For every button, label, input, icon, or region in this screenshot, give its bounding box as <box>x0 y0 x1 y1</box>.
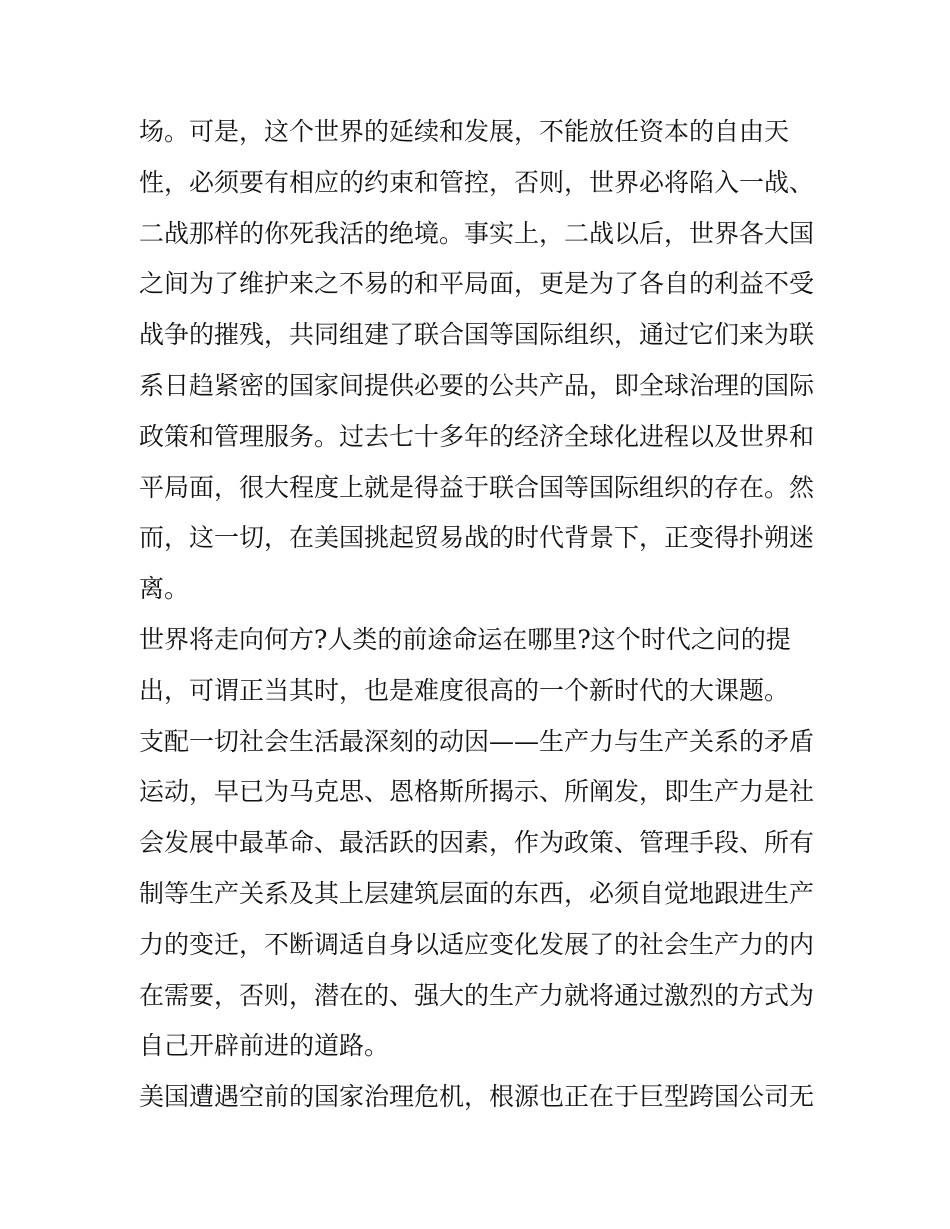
text-line: 政策和管理服务。过去七十多年的经济全球化进程以及世界和 <box>139 421 815 451</box>
text-line: 制等生产关系及其上层建筑层面的东西，必须自觉地跟进生产 <box>139 878 815 908</box>
text-line: 平局面，很大程度上就是得益于联合国等国际组织的存在。然 <box>139 472 815 502</box>
text-line: 运动，早已为马克思、恩格斯所揭示、所阐发，即生产力是社 <box>139 777 815 807</box>
text-line: 美国遭遇空前的国家治理危机，根源也正在于巨型跨国公司无 <box>139 1082 815 1112</box>
text-line: 性，必须要有相应的约束和管控，否则，世界必将陷入一战、 <box>139 167 815 197</box>
text-line: 力的变迁，不断调适自身以适应变化发展了的社会生产力的内 <box>139 929 815 959</box>
text-line: 之间为了维护来之不易的和平局面，更是为了各自的利益不受 <box>139 269 815 299</box>
body-text <box>139 107 819 1123</box>
text-line: 支配一切社会生活最深刻的动因——生产力与生产关系的矛盾 <box>139 726 815 756</box>
text-line: 系日趋紧密的国家间提供必要的公共产品，即全球治理的国际 <box>139 370 815 400</box>
text-line: 世界将走向何方?人类的前途命运在哪里?这个时代之问的提 <box>139 624 791 654</box>
text-line: 场。可是，这个世界的延续和发展，不能放任资本的自由天 <box>139 117 790 146</box>
text-line: 而，这一切，在美国挑起贸易战的时代背景下，正变得扑朔迷 <box>139 523 815 553</box>
text-line: 自己开辟前进的道路。 <box>139 1031 390 1061</box>
text-line: 战争的摧残，共同组建了联合国等国际组织，通过它们来为联 <box>139 320 815 350</box>
text-line: 出，可谓正当其时，也是难度很高的一个新时代的大课题。 <box>139 675 790 705</box>
text-line: 在需要，否则，潜在的、强大的生产力就将通过激烈的方式为 <box>139 980 815 1010</box>
text-line: 二战那样的你死我活的绝境。事实上，二战以后，世界各大国 <box>139 218 815 248</box>
text-line: 离。 <box>139 574 190 604</box>
text-line: 会发展中最革命、最活跃的因素，作为政策、管理手段、所有 <box>139 828 815 858</box>
